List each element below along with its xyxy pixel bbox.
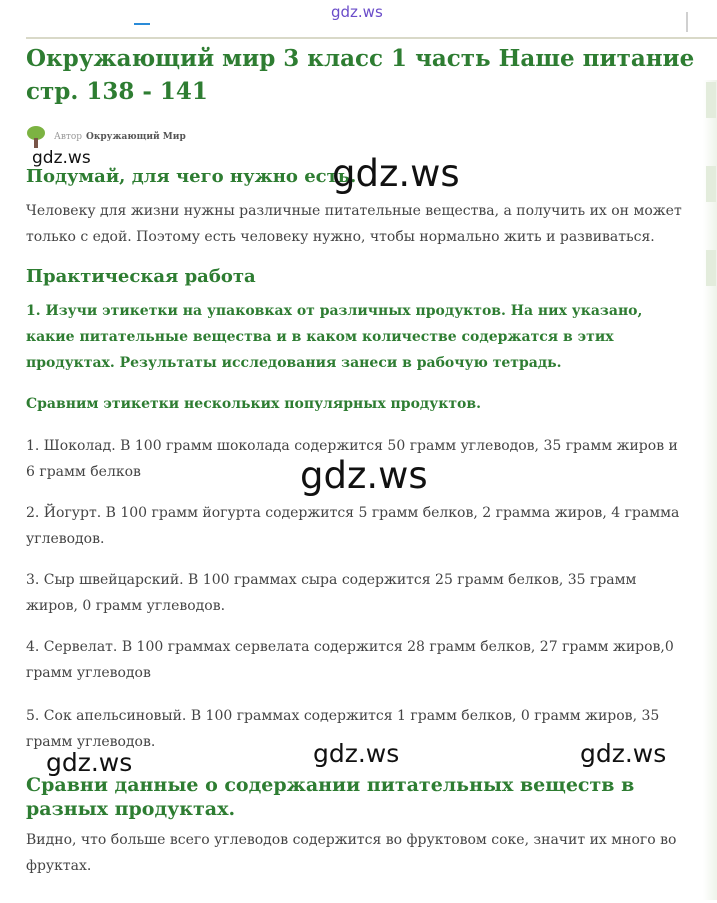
header-divider: [26, 37, 717, 39]
list-item: 3. Сыр швейцарский. В 100 граммах сыра содержится 25 грамм белков, 35 грамм жиров, 0 грамм углеводов.: [26, 572, 637, 614]
watermark: gdz.ws: [580, 739, 667, 768]
watermark: gdz.ws: [46, 748, 133, 777]
list-item: 2. Йогурт. В 100 грамм йогурта содержится 5 грамм белков, 2 грамма жиров, 4 грамма углеводов.: [26, 505, 680, 547]
heading-compare: Сравни данные о содержании питательных веществ в разных продуктах.: [26, 774, 635, 820]
top-bar: [0, 0, 717, 38]
watermark: gdz.ws: [313, 739, 400, 768]
scroll-marker: [686, 12, 688, 32]
menu-marker[interactable]: [134, 23, 150, 25]
heading-think: Подумай, для чего нужно есть.: [26, 166, 357, 187]
paragraph-compare: Видно, что больше всего углеводов содержится во фруктовом соке, значит их много во фруктах.: [26, 832, 677, 874]
watermark: gdz.ws: [300, 454, 428, 497]
sidebar-widget[interactable]: [706, 250, 716, 286]
tree-icon: [26, 126, 46, 148]
compare-note: Сравним этикетки нескольких популярных продуктов.: [26, 396, 481, 412]
watermark: gdz.ws: [32, 148, 91, 168]
practical-task: 1. Изучи этикетки на упаковках от различных продуктов. На них указано, какие питательные вещества и в каком количестве содержатся в этих продуктах. Результаты исследования занеси в рабочую тетрадь.: [26, 303, 643, 371]
sidebar-edge: [703, 80, 717, 900]
heading-practical: Практическая работа: [26, 266, 256, 287]
watermark: gdz.ws: [332, 152, 460, 195]
page-title: Окружающий мир 3 класс 1 часть Наше питание стр. 138 - 141: [26, 45, 695, 105]
sidebar-widget[interactable]: [706, 166, 716, 202]
author-line: [26, 126, 186, 148]
sidebar-widget[interactable]: [706, 82, 716, 118]
list-item: 1. Шоколад. В 100 грамм шоколада содержится 50 грамм углеводов, 35 грамм жиров и 6 грамм белков: [26, 438, 678, 480]
list-item: 4. Сервелат. В 100 граммах сервелата содержится 28 грамм белков, 27 грамм жиров,0 грамм углеводов: [26, 639, 674, 681]
paragraph-think: Человеку для жизни нужны различные питательные вещества, а получить их он может только с едой. Поэтому есть человеку нужно, чтобы нормально жить и развиваться.: [26, 203, 682, 245]
site-logo[interactable]: gdz.ws: [331, 3, 383, 21]
list-item: 5. Сок апельсиновый. В 100 граммах содержится 1 грамм белков, 0 грамм жиров, 35 грамм углеводов.: [26, 708, 660, 750]
author-label: Автор: [54, 132, 83, 142]
author-name[interactable]: Окружающий Мир: [86, 132, 186, 142]
